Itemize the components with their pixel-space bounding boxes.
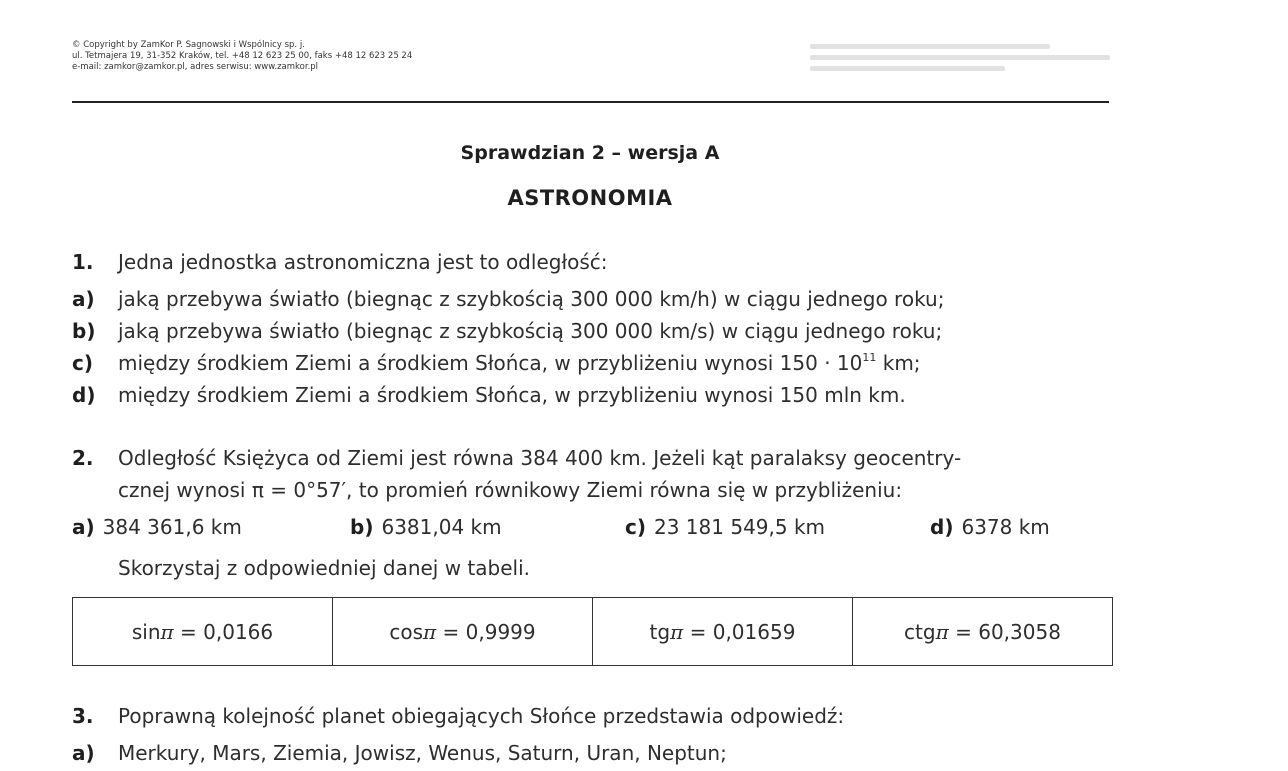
table-cell-tg <box>593 598 853 666</box>
test-title: Sprawdzian 2 – wersja A <box>460 142 720 164</box>
pi-symbol: π <box>423 619 437 644</box>
question-3 <box>72 704 844 728</box>
option-text: 6378 km <box>961 515 1050 539</box>
table-cell-sin <box>73 598 333 666</box>
q3-option-a <box>72 741 727 765</box>
option-text: między środkiem Ziemi a środkiem Słońca, w przybliżeniu wynosi 150 · 10 <box>118 351 863 375</box>
q1-option-b <box>72 319 942 343</box>
question-2 <box>72 446 961 470</box>
table-hint: Skorzystaj z odpowiedniej danej w tabeli. <box>118 556 531 580</box>
cell-value: = 60,3058 <box>948 619 1061 644</box>
question-number: 2. <box>72 446 94 470</box>
fn-label: ctg <box>904 619 936 644</box>
q2-option-d <box>930 515 1050 539</box>
option-letter: c) <box>625 515 646 539</box>
option-letter: c) <box>72 351 93 375</box>
fn-label: sin <box>131 619 161 644</box>
copyright-line: © Copyright by ZamKor P. Sagnowski i Wspólnicy sp. j. <box>72 40 305 50</box>
header-rule <box>72 101 1109 103</box>
q2-option-c <box>625 515 825 539</box>
question-number: 3. <box>72 704 94 728</box>
option-text: jaką przebywa światło (biegnąc z szybkością 300 000 km/h) w ciągu jednego roku; <box>118 287 945 311</box>
question-number: 1. <box>72 250 94 274</box>
question-text: Poprawną kolejność planet obiegających Słońce przedstawia odpowiedź: <box>118 704 845 728</box>
option-text: Merkury, Mars, Ziemia, Jowisz, Wenus, Saturn, Uran, Neptun; <box>118 741 727 765</box>
question-2-line2: cznej wynosi π = 0°57′, to promień równikowy Ziemi równa się w przybliżeniu: <box>118 478 903 502</box>
pi-symbol: π <box>670 619 684 644</box>
option-text: jaką przebywa światło (biegnąc z szybkością 300 000 km/s) w ciągu jednego roku; <box>118 319 943 343</box>
cell-value: = 0,01659 <box>683 619 796 644</box>
q2-option-a <box>72 515 242 539</box>
option-letter: a) <box>72 741 95 765</box>
copyright-line: e-mail: zamkor@zamkor.pl, adres serwisu: www.zamkor.pl <box>72 62 319 72</box>
option-text: między środkiem Ziemi a środkiem Słońca, w przybliżeniu wynosi 150 mln km. <box>118 383 906 407</box>
q1-option-a <box>72 287 944 311</box>
option-letter: b) <box>72 319 96 343</box>
q1-option-c <box>72 351 921 375</box>
copyright-line: ul. Tetmajera 19, 31-352 Kraków, tel. +48 12 623 25 00, faks +48 12 623 25 24 <box>72 51 413 61</box>
option-letter: b) <box>350 515 374 539</box>
cell-value: = 0,0166 <box>173 619 274 644</box>
exponent: 11 <box>862 351 877 364</box>
pi-symbol: π <box>935 619 949 644</box>
option-letter: a) <box>72 287 95 311</box>
option-text: 23 181 549,5 km <box>654 515 826 539</box>
q1-option-d <box>72 383 906 407</box>
option-letter: a) <box>72 515 95 539</box>
option-text: 384 361,6 km <box>102 515 242 539</box>
option-letter: d) <box>72 383 96 407</box>
table-cell-cos <box>333 598 593 666</box>
question-text-line1: Odległość Księżyca od Ziemi jest równa 384 400 km. Jeżeli kąt paralaksy geocentry- <box>118 446 962 470</box>
trig-values-table <box>72 597 1113 666</box>
q2-option-b <box>350 515 502 539</box>
option-text-end: km; <box>876 351 921 375</box>
option-text: 6381,04 km <box>381 515 502 539</box>
table-cell-ctg <box>853 598 1113 666</box>
pi-symbol: π <box>160 619 174 644</box>
table-row <box>73 598 1113 666</box>
option-letter: d) <box>930 515 954 539</box>
question-text: Jedna jednostka astronomiczna jest to odległość: <box>118 250 608 274</box>
fn-label: cos <box>389 619 424 644</box>
question-1 <box>72 250 608 274</box>
cell-value: = 0,9999 <box>436 619 536 644</box>
bleed-through-text <box>810 44 1110 78</box>
subject-title: ASTRONOMIA <box>507 186 673 210</box>
copyright-block <box>72 40 412 73</box>
fn-label: tg <box>649 619 671 644</box>
